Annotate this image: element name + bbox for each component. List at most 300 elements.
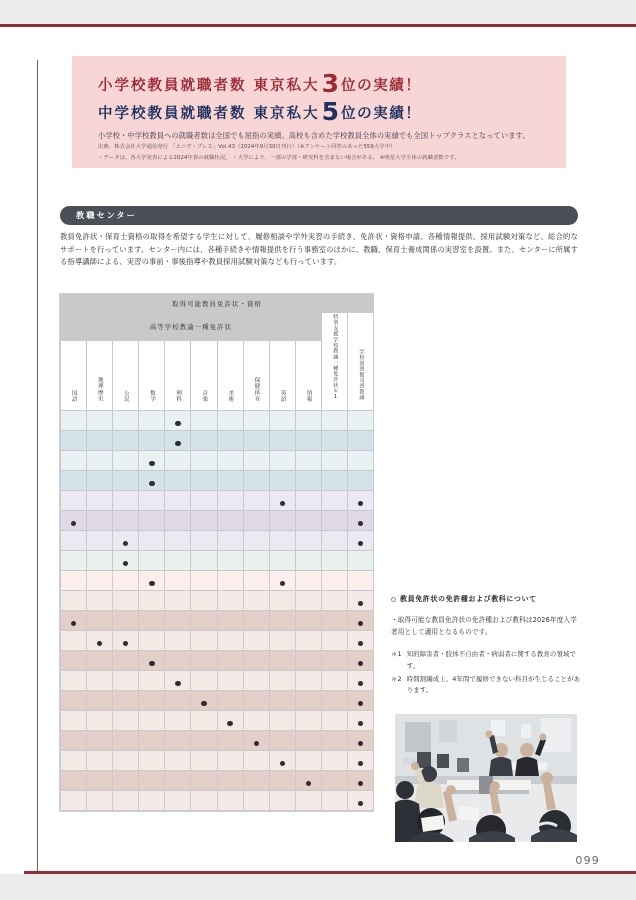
table-cell-empty bbox=[295, 531, 321, 551]
availability-dot-icon bbox=[358, 501, 363, 506]
table-cell-empty bbox=[191, 491, 217, 511]
availability-dot-icon bbox=[358, 521, 363, 526]
table-cell-empty bbox=[61, 551, 87, 571]
classroom-photo bbox=[395, 714, 577, 842]
table-cell-empty bbox=[295, 791, 321, 811]
table-col-librarian-header bbox=[347, 313, 373, 411]
table-cell-empty bbox=[139, 711, 165, 731]
table-cell-empty bbox=[217, 431, 243, 451]
table-cell-empty bbox=[243, 751, 269, 771]
table-cell-empty bbox=[191, 431, 217, 451]
availability-dot-icon bbox=[358, 701, 363, 706]
table-cell-empty bbox=[295, 411, 321, 431]
table-cell-empty bbox=[191, 631, 217, 651]
notes-heading: 教員免許状の免許種および教科について bbox=[400, 595, 537, 603]
table-cell-marked bbox=[113, 631, 139, 651]
table-cell-marked bbox=[243, 731, 269, 751]
table-cell-empty bbox=[139, 751, 165, 771]
table-cell-empty bbox=[217, 511, 243, 531]
table-cell-empty bbox=[243, 431, 269, 451]
availability-dot-icon bbox=[149, 581, 154, 586]
notes-heading-row bbox=[391, 594, 581, 604]
table-cell-empty bbox=[87, 731, 113, 751]
table-cell-empty bbox=[139, 411, 165, 431]
table-cell-empty bbox=[165, 531, 191, 551]
availability-dot-icon bbox=[280, 581, 285, 586]
table-cell-empty bbox=[243, 551, 269, 571]
availability-dot-icon bbox=[97, 641, 102, 646]
table-cell-empty bbox=[139, 671, 165, 691]
table-cell-empty bbox=[217, 591, 243, 611]
table-cell-empty bbox=[87, 491, 113, 511]
availability-dot-icon bbox=[358, 601, 363, 606]
table-cell-empty bbox=[61, 731, 87, 751]
table-cell-empty bbox=[269, 691, 295, 711]
table-cell-marked bbox=[347, 611, 373, 631]
table-cell-empty bbox=[61, 751, 87, 771]
table-cell-empty bbox=[295, 551, 321, 571]
table-row bbox=[61, 651, 374, 671]
table-cell-empty bbox=[61, 691, 87, 711]
table-cell-empty bbox=[295, 731, 321, 751]
page-number: 099 bbox=[575, 854, 600, 867]
table-cell-empty bbox=[61, 531, 87, 551]
table-cell-empty bbox=[113, 511, 139, 531]
table-cell-marked bbox=[347, 591, 373, 611]
availability-dot-icon bbox=[123, 561, 128, 566]
table-cell-empty bbox=[269, 471, 295, 491]
table-cell-empty bbox=[217, 631, 243, 651]
page-left-rule bbox=[37, 60, 38, 872]
table-col-label: 英語 bbox=[279, 389, 286, 402]
table-row bbox=[61, 631, 374, 651]
table-cell-empty bbox=[139, 771, 165, 791]
table-cell-empty bbox=[347, 431, 373, 451]
table-row bbox=[61, 551, 374, 571]
table-cell-empty bbox=[217, 451, 243, 471]
table-cell-empty bbox=[191, 651, 217, 671]
table-cell-empty bbox=[295, 431, 321, 451]
table-cell-marked bbox=[347, 731, 373, 751]
table-col-label: 美術 bbox=[227, 389, 234, 402]
table-cell-empty bbox=[113, 471, 139, 491]
banner-line-juniorhigh-prefix: 中学校教員就職者数 東京私大 bbox=[98, 106, 320, 122]
table-cell-empty bbox=[347, 471, 373, 491]
table-col-header-8 bbox=[243, 341, 269, 411]
table-cell-empty bbox=[217, 491, 243, 511]
table-row bbox=[61, 491, 374, 511]
table-cell-empty bbox=[269, 451, 295, 471]
table-row bbox=[61, 791, 374, 811]
availability-dot-icon bbox=[358, 781, 363, 786]
table-cell-empty bbox=[165, 751, 191, 771]
table-row bbox=[61, 531, 374, 551]
table-cell-empty bbox=[321, 711, 347, 731]
note-item-marker: ＊2 bbox=[391, 674, 402, 683]
section-header-pill bbox=[60, 206, 578, 225]
table-cell-empty bbox=[243, 771, 269, 791]
table-cell-empty bbox=[139, 791, 165, 811]
table-col-label-librarian: 学校図書館司書教諭 bbox=[358, 349, 365, 401]
table-cell-empty bbox=[139, 691, 165, 711]
banner-source-line1: 出典：株式会社大学通信発行 「ユニヴ・プレス」Vol.43（2024年9月30日刊行）（※アンケート回答のあった559大学中） bbox=[98, 144, 396, 151]
table-cell-marked bbox=[295, 771, 321, 791]
table-row bbox=[61, 431, 374, 451]
table-cell-empty bbox=[321, 671, 347, 691]
table-col-header-5 bbox=[165, 341, 191, 411]
table-cell-empty bbox=[61, 571, 87, 591]
table-cell-empty bbox=[347, 451, 373, 471]
availability-dot-icon bbox=[358, 681, 363, 686]
table-col-label-special-support: 特別支援学校教諭一種免許状＊1 bbox=[332, 314, 339, 401]
table-cell-empty bbox=[217, 571, 243, 591]
table-cell-marked bbox=[347, 791, 373, 811]
table-cell-empty bbox=[321, 771, 347, 791]
table-col-header-7 bbox=[217, 341, 243, 411]
table-cell-empty bbox=[191, 711, 217, 731]
notes-items bbox=[391, 649, 581, 696]
table-cell-empty bbox=[61, 471, 87, 491]
table-row bbox=[61, 511, 374, 531]
table-cell-empty bbox=[243, 451, 269, 471]
table-cell-empty bbox=[139, 531, 165, 551]
table-cell-empty bbox=[295, 491, 321, 511]
availability-dot-icon bbox=[358, 541, 363, 546]
table-cell-empty bbox=[269, 671, 295, 691]
table-cell-empty bbox=[191, 591, 217, 611]
table-cell-empty bbox=[113, 731, 139, 751]
note-item-marker: ＊1 bbox=[391, 650, 402, 659]
table-row bbox=[61, 451, 374, 471]
table-cell-marked bbox=[347, 711, 373, 731]
table-cell-empty bbox=[113, 611, 139, 631]
table-cell-empty bbox=[191, 551, 217, 571]
table-cell-empty bbox=[113, 771, 139, 791]
table-col-label: 理科 bbox=[175, 389, 182, 402]
table-group-title: 取得可能教員免許状・資格 bbox=[61, 295, 374, 313]
notes-block bbox=[391, 594, 581, 698]
table-col-header-4 bbox=[139, 341, 165, 411]
table-cell-empty bbox=[269, 771, 295, 791]
table-cell-marked bbox=[139, 651, 165, 671]
table-col-label: 地理歴史 bbox=[96, 377, 103, 402]
table-cell-empty bbox=[321, 731, 347, 751]
table-row bbox=[61, 691, 374, 711]
table-cell-empty bbox=[87, 511, 113, 531]
table-cell-empty bbox=[295, 691, 321, 711]
table-cell-marked bbox=[269, 571, 295, 591]
table-cell-empty bbox=[61, 711, 87, 731]
table-cell-marked bbox=[165, 411, 191, 431]
table-cell-empty bbox=[139, 591, 165, 611]
table-cell-empty bbox=[269, 511, 295, 531]
table-cell-empty bbox=[191, 571, 217, 591]
table-cell-empty bbox=[61, 771, 87, 791]
table-row bbox=[61, 411, 374, 431]
employment-rank-banner bbox=[72, 56, 566, 168]
table-col-label: 公民 bbox=[122, 389, 129, 402]
table-cell-marked bbox=[61, 611, 87, 631]
table-cell-empty bbox=[217, 791, 243, 811]
table-cell-empty bbox=[191, 671, 217, 691]
table-col-label: 音楽 bbox=[201, 389, 208, 402]
table-cell-empty bbox=[321, 411, 347, 431]
table-col-header-9 bbox=[269, 341, 295, 411]
table-cell-marked bbox=[61, 511, 87, 531]
availability-dot-icon bbox=[280, 501, 285, 506]
table-cell-empty bbox=[165, 491, 191, 511]
table-cell-empty bbox=[139, 731, 165, 751]
table-cell-marked bbox=[139, 571, 165, 591]
table-col-header-10 bbox=[295, 341, 321, 411]
table-col-header-2 bbox=[87, 341, 113, 411]
table-row bbox=[61, 771, 374, 791]
table-col-label: 数学 bbox=[149, 389, 156, 402]
table-cell-empty bbox=[269, 731, 295, 751]
qualification-table-head bbox=[61, 295, 374, 411]
table-cell-marked bbox=[113, 531, 139, 551]
table-cell-empty bbox=[165, 551, 191, 571]
table-cell-empty bbox=[61, 671, 87, 691]
availability-dot-icon bbox=[254, 741, 259, 746]
availability-dot-icon bbox=[149, 461, 154, 466]
table-col-label: 国語 bbox=[70, 389, 77, 402]
table-cell-empty bbox=[139, 611, 165, 631]
note-item-text: 知的障害者・肢体不自由者・病弱者に関する教育の領域です。 bbox=[406, 650, 576, 670]
table-cell-empty bbox=[165, 731, 191, 751]
table-col-header-1 bbox=[61, 341, 87, 411]
table-cell-empty bbox=[295, 471, 321, 491]
table-cell-empty bbox=[321, 551, 347, 571]
table-cell-empty bbox=[321, 591, 347, 611]
table-cell-empty bbox=[165, 611, 191, 631]
table-cell-empty bbox=[217, 651, 243, 671]
table-cell-empty bbox=[87, 451, 113, 471]
table-cell-empty bbox=[321, 431, 347, 451]
table-cell-marked bbox=[347, 691, 373, 711]
table-cell-marked bbox=[269, 491, 295, 511]
table-cell-empty bbox=[165, 511, 191, 531]
table-cell-empty bbox=[113, 411, 139, 431]
table-cell-empty bbox=[295, 511, 321, 531]
table-cell-empty bbox=[243, 711, 269, 731]
table-cell-empty bbox=[243, 791, 269, 811]
table-cell-empty bbox=[113, 431, 139, 451]
availability-dot-icon bbox=[358, 721, 363, 726]
table-cell-empty bbox=[165, 791, 191, 811]
table-cell-empty bbox=[321, 491, 347, 511]
table-cell-marked bbox=[347, 751, 373, 771]
table-cell-empty bbox=[269, 411, 295, 431]
table-cell-empty bbox=[113, 651, 139, 671]
table-cell-empty bbox=[217, 751, 243, 771]
table-cell-empty bbox=[87, 691, 113, 711]
banner-note: 小学校・中学校教員への就職者数は全国でも屈指の実績。高校も含めた学校教員全体の実績でも全国トップクラスとなっています。 bbox=[98, 131, 530, 140]
page-top-margin bbox=[0, 0, 636, 24]
table-cell-marked bbox=[165, 431, 191, 451]
table-cell-empty bbox=[217, 731, 243, 751]
availability-dot-icon bbox=[123, 541, 128, 546]
availability-dot-icon bbox=[358, 761, 363, 766]
table-col-label: 情報 bbox=[305, 389, 312, 402]
table-cell-marked bbox=[139, 451, 165, 471]
table-cell-empty bbox=[87, 431, 113, 451]
circle-bullet-icon bbox=[391, 597, 396, 602]
table-cell-empty bbox=[113, 491, 139, 511]
table-cell-empty bbox=[217, 771, 243, 791]
table-cell-empty bbox=[87, 571, 113, 591]
availability-dot-icon bbox=[123, 641, 128, 646]
table-cell-empty bbox=[321, 791, 347, 811]
table-cell-empty bbox=[269, 531, 295, 551]
table-cell-empty bbox=[295, 711, 321, 731]
table-cell-empty bbox=[61, 591, 87, 611]
table-cell-empty bbox=[243, 511, 269, 531]
table-cell-empty bbox=[191, 511, 217, 531]
table-cell-empty bbox=[87, 791, 113, 811]
qualification-table-wrap bbox=[59, 293, 374, 812]
table-cell-empty bbox=[165, 651, 191, 671]
table-cell-empty bbox=[87, 591, 113, 611]
table-cell-empty bbox=[269, 591, 295, 611]
table-cell-empty bbox=[139, 491, 165, 511]
table-cell-empty bbox=[243, 631, 269, 651]
table-cell-empty bbox=[295, 631, 321, 651]
table-cell-empty bbox=[295, 451, 321, 471]
table-cell-empty bbox=[321, 531, 347, 551]
table-cell-empty bbox=[243, 571, 269, 591]
table-cell-empty bbox=[269, 631, 295, 651]
table-cell-marked bbox=[347, 671, 373, 691]
table-cell-empty bbox=[87, 711, 113, 731]
table-cell-empty bbox=[139, 631, 165, 651]
banner-line-juniorhigh-rank: 5 bbox=[321, 97, 339, 126]
availability-dot-icon bbox=[175, 441, 180, 446]
table-cell-empty bbox=[321, 691, 347, 711]
table-cell-empty bbox=[165, 571, 191, 591]
table-cell-empty bbox=[217, 611, 243, 631]
table-cell-empty bbox=[217, 691, 243, 711]
table-cell-empty bbox=[165, 691, 191, 711]
table-cell-empty bbox=[165, 631, 191, 651]
banner-source-line2: ・データは、各大学発表による2024年春の就職状況。 ・大学により、一部の学部・研究科を含まない場合がある。 ※明星大学全体の就職者数です。 bbox=[98, 155, 460, 162]
table-row bbox=[61, 671, 374, 691]
table-cell-empty bbox=[321, 751, 347, 771]
table-cell-empty bbox=[113, 591, 139, 611]
availability-dot-icon bbox=[71, 621, 76, 626]
table-row bbox=[61, 751, 374, 771]
table-cell-empty bbox=[321, 651, 347, 671]
table-cell-marked bbox=[347, 771, 373, 791]
table-cell-empty bbox=[217, 471, 243, 491]
table-cell-empty bbox=[243, 531, 269, 551]
table-header-group-row bbox=[61, 295, 374, 313]
table-cell-marked bbox=[165, 671, 191, 691]
note-item-text: 時間割編成上、4年間で履修できない科目が生じることがあります。 bbox=[406, 674, 581, 695]
availability-dot-icon bbox=[306, 781, 311, 786]
table-subgroup-title: 高等学校教諭一種免許状 bbox=[61, 313, 322, 341]
table-cell-empty bbox=[113, 571, 139, 591]
table-row bbox=[61, 711, 374, 731]
availability-dot-icon bbox=[358, 621, 363, 626]
table-cell-empty bbox=[191, 751, 217, 771]
table-cell-empty bbox=[243, 411, 269, 431]
table-cell-marked bbox=[217, 711, 243, 731]
table-cell-empty bbox=[295, 651, 321, 671]
table-cell-empty bbox=[87, 471, 113, 491]
availability-dot-icon bbox=[358, 661, 363, 666]
table-cell-marked bbox=[113, 551, 139, 571]
table-cell-empty bbox=[295, 751, 321, 771]
table-cell-empty bbox=[321, 471, 347, 491]
availability-dot-icon bbox=[175, 681, 180, 686]
table-cell-marked bbox=[191, 691, 217, 711]
table-cell-empty bbox=[295, 611, 321, 631]
table-cell-empty bbox=[87, 531, 113, 551]
table-cell-empty bbox=[321, 611, 347, 631]
table-row bbox=[61, 571, 374, 591]
table-row bbox=[61, 731, 374, 751]
availability-dot-icon bbox=[280, 761, 285, 766]
table-cell-empty bbox=[321, 511, 347, 531]
table-cell-empty bbox=[321, 571, 347, 591]
table-cell-empty bbox=[87, 771, 113, 791]
availability-dot-icon bbox=[149, 661, 154, 666]
table-cell-empty bbox=[347, 551, 373, 571]
qualification-table bbox=[60, 294, 374, 811]
table-row bbox=[61, 591, 374, 611]
note-item bbox=[391, 674, 581, 696]
section-description: 教員免許状・保育士資格の取得を希望する学生に対して、履修相談や学外実習の手続き、免許状・資格申請、各種情報提供、採用試験対策など、総合的なサポートを行っています。センター内には、各種手続きや情報提供を行う事務室のほかに、教職、保育士養成関係の実習室を設置。また、センターに所属する指導講師による、実習の事前・事後指導や教員採用試験対策なども行っています。 bbox=[60, 232, 579, 267]
table-cell-empty bbox=[321, 631, 347, 651]
table-cell-empty bbox=[217, 531, 243, 551]
banner-line-elementary-rank: 3 bbox=[321, 69, 339, 98]
page-top-rule bbox=[0, 24, 636, 27]
table-cell-empty bbox=[269, 611, 295, 631]
availability-dot-icon bbox=[358, 801, 363, 806]
table-cell-empty bbox=[61, 431, 87, 451]
table-cell-empty bbox=[113, 451, 139, 471]
table-cell-empty bbox=[139, 551, 165, 571]
table-cell-empty bbox=[61, 631, 87, 651]
table-cell-empty bbox=[61, 491, 87, 511]
section-title: 教職センター bbox=[76, 210, 137, 220]
table-cell-empty bbox=[243, 471, 269, 491]
table-cell-marked bbox=[87, 631, 113, 651]
table-cell-empty bbox=[113, 751, 139, 771]
table-cell-empty bbox=[243, 611, 269, 631]
table-cell-empty bbox=[87, 411, 113, 431]
table-cell-empty bbox=[347, 411, 373, 431]
table-cell-empty bbox=[87, 751, 113, 771]
table-cell-empty bbox=[243, 671, 269, 691]
table-cell-empty bbox=[165, 591, 191, 611]
table-cell-marked bbox=[269, 751, 295, 771]
table-cell-empty bbox=[269, 651, 295, 671]
table-col-header-6 bbox=[191, 341, 217, 411]
table-cell-empty bbox=[87, 551, 113, 571]
table-cell-empty bbox=[217, 411, 243, 431]
table-cell-empty bbox=[269, 431, 295, 451]
table-cell-empty bbox=[139, 511, 165, 531]
banner-line-elementary-suffix: 位の実績！ bbox=[340, 78, 422, 94]
availability-dot-icon bbox=[201, 701, 206, 706]
table-cell-empty bbox=[139, 431, 165, 451]
table-cell-empty bbox=[191, 471, 217, 491]
page-bottom-margin bbox=[0, 874, 636, 900]
availability-dot-icon bbox=[175, 421, 180, 426]
table-cell-empty bbox=[243, 691, 269, 711]
